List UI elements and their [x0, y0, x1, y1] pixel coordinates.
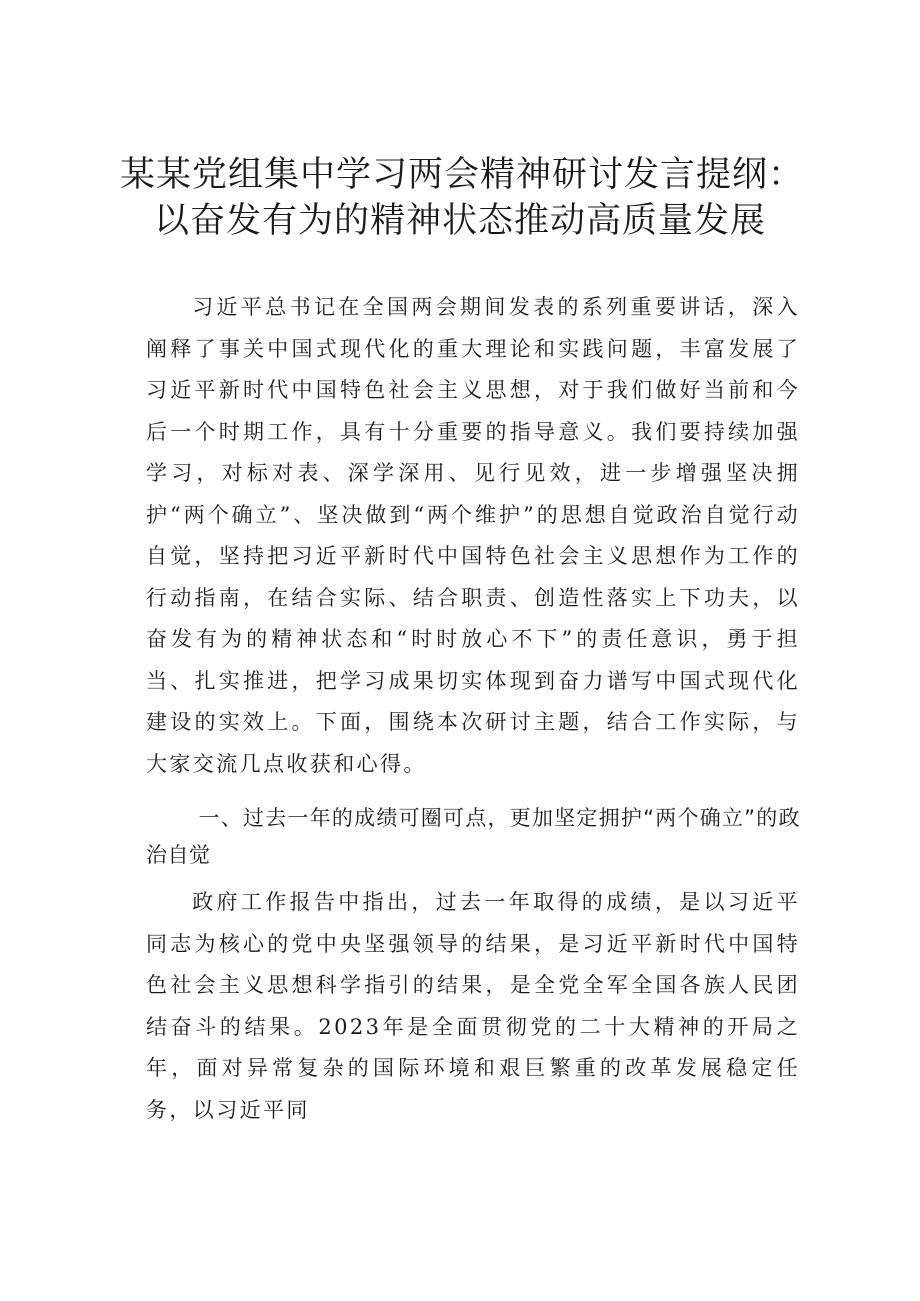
document-title	[120, 152, 805, 244]
intro-paragraph: 习近平总书记在全国两会期间发表的系列重要讲话，深入阐释了事关中国式现代化的重大理论和实践问题，丰富发展了习近平新时代中国特色社会主义思想，对于我们做好当前和今后一个时期工作，具有十分重要的指导意义。我们要持续加强学习，对标对表、深学深用、见行见效，进一步增强坚决拥护“两个确立”、坚决做到“两个维护”的思想自觉政治自觉行动自觉，坚持把习近平新时代中国特色社会主义思想作为工作的行动指南，在结合实际、结合职责、创造性落实上下功夫，以奋发有为的精神状态和“时时放心不下”的责任意识，勇于担当、扎实推进，把学习成果切实体现到奋力谱写中国式现代化建设的实效上。下面，围绕本次研讨主题，结合工作实际，与大家交流几点收获和心得。	[146, 295, 800, 776]
document-body	[146, 287, 800, 1131]
section-heading-1: 一、过去一年的成绩可圈可点，更加坚定拥护“两个确立”的政治自觉	[146, 806, 800, 867]
section-1-paragraph: 政府工作报告中指出，过去一年取得的成绩，是以习近平同志为核心的党中央坚强领导的结果，是习近平新时代中国特色社会主义思想科学指引的结果，是全党全军全国各族人民团结奋斗的结果。2023年是全面贯彻党的二十大精神的开局之年，面对异常复杂的国际环境和艰巨繁重的改革发展稳定任务，以习近平同	[146, 890, 800, 1122]
title-line-1: 某某党组集中学习两会精神研讨发言提纲：	[120, 155, 805, 195]
title-line-2: 以奋发有为的精神状态推动高质量发展	[153, 201, 766, 241]
